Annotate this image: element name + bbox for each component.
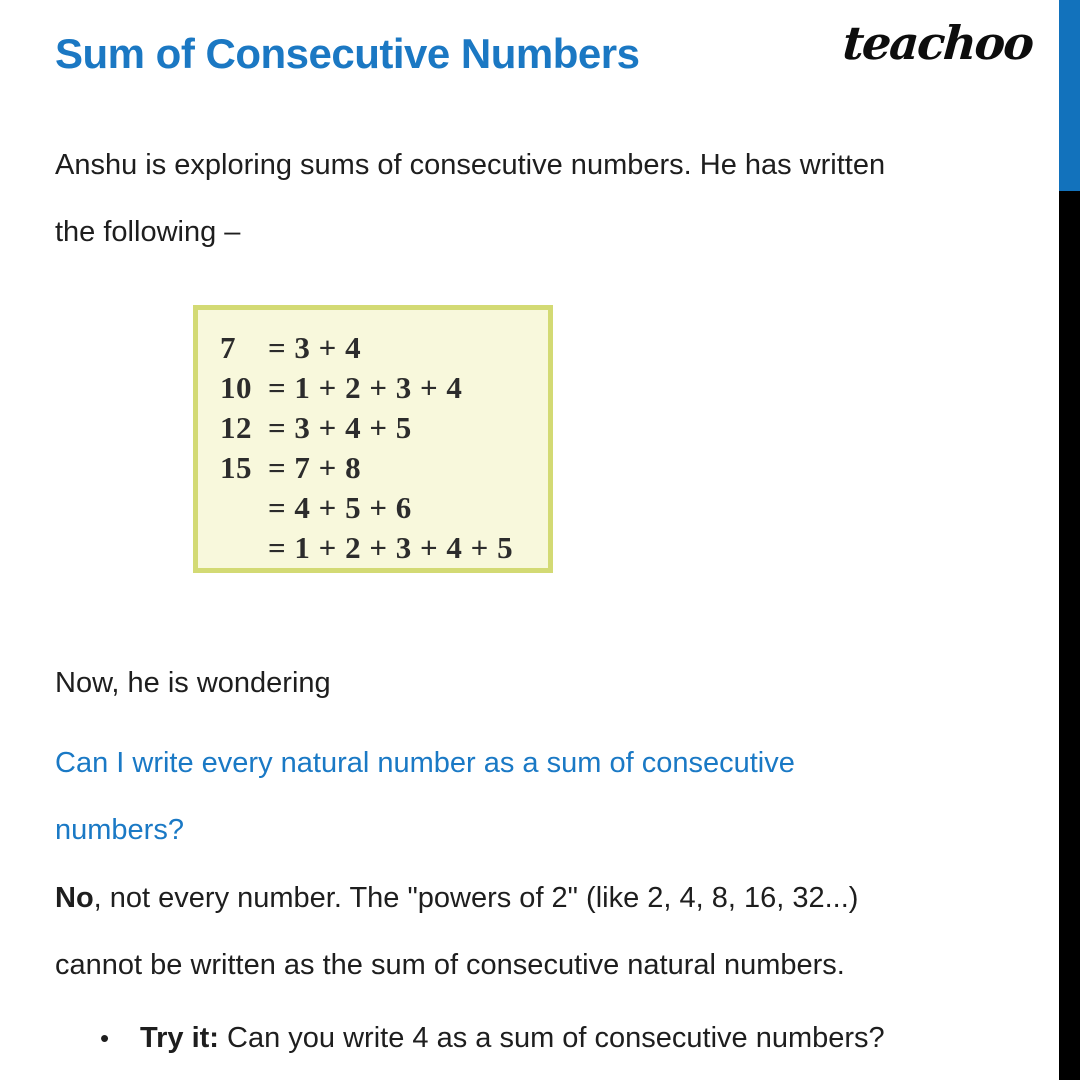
- answer-line-2: cannot be written as the sum of consecutive natural numbers.: [55, 949, 845, 981]
- question-paragraph: [55, 730, 795, 864]
- equation-row: [220, 408, 548, 448]
- try-it-line: [100, 1005, 885, 1072]
- equation-row: [220, 328, 548, 368]
- equation-row: [220, 368, 548, 408]
- wondering-paragraph: [55, 650, 331, 717]
- right-accent-stripe-black: [1059, 191, 1080, 1080]
- try-it-bold-label: Try it:: [140, 1022, 219, 1054]
- try-it-rest: Can you write 4 as a sum of consecutive numbers?: [218, 1022, 885, 1054]
- intro-paragraph: [55, 132, 885, 266]
- equation-rhs: = 1 + 2 + 3 + 4 + 5: [268, 530, 514, 565]
- equation-rhs: = 1 + 2 + 3 + 4: [268, 370, 463, 405]
- equation-rhs: = 7 + 8: [268, 450, 362, 485]
- equation-row: [220, 448, 548, 488]
- equation-lhs: 12: [220, 410, 252, 445]
- equation-rhs: = 3 + 4 + 5: [268, 410, 412, 445]
- intro-line-2: the following –: [55, 216, 241, 248]
- equation-lhs: 7: [220, 330, 236, 365]
- answer-line-1: [55, 865, 858, 932]
- answer-line-1-rest: , not every number. The "powers of 2" (like 2, 4, 8, 16, 32...): [93, 882, 859, 914]
- question-line-2: numbers?: [55, 814, 184, 846]
- intro-line-1: Anshu is exploring sums of consecutive numbers. He has written: [55, 149, 886, 181]
- teachoo-logo: teachoo: [840, 16, 1034, 70]
- bullet-icon: •: [100, 1023, 110, 1053]
- equation-lhs: 10: [220, 370, 252, 405]
- answer-paragraph: [55, 865, 858, 999]
- equations-box: [193, 305, 553, 573]
- equation-rhs: = 4 + 5 + 6: [268, 490, 412, 525]
- try-it-bullet-line: [100, 1005, 885, 1072]
- equation-row: [220, 528, 548, 568]
- answer-bold-word: No: [55, 882, 94, 914]
- equation-lhs: 15: [220, 450, 252, 485]
- question-line-1: Can I write every natural number as a sum of consecutive: [55, 747, 795, 779]
- wondering-line: Now, he is wondering: [55, 667, 331, 699]
- equation-row: [220, 488, 548, 528]
- right-accent-stripe-blue: [1059, 0, 1080, 191]
- page-title: Sum of Consecutive Numbers: [55, 30, 640, 77]
- equation-rhs: = 3 + 4: [268, 330, 362, 365]
